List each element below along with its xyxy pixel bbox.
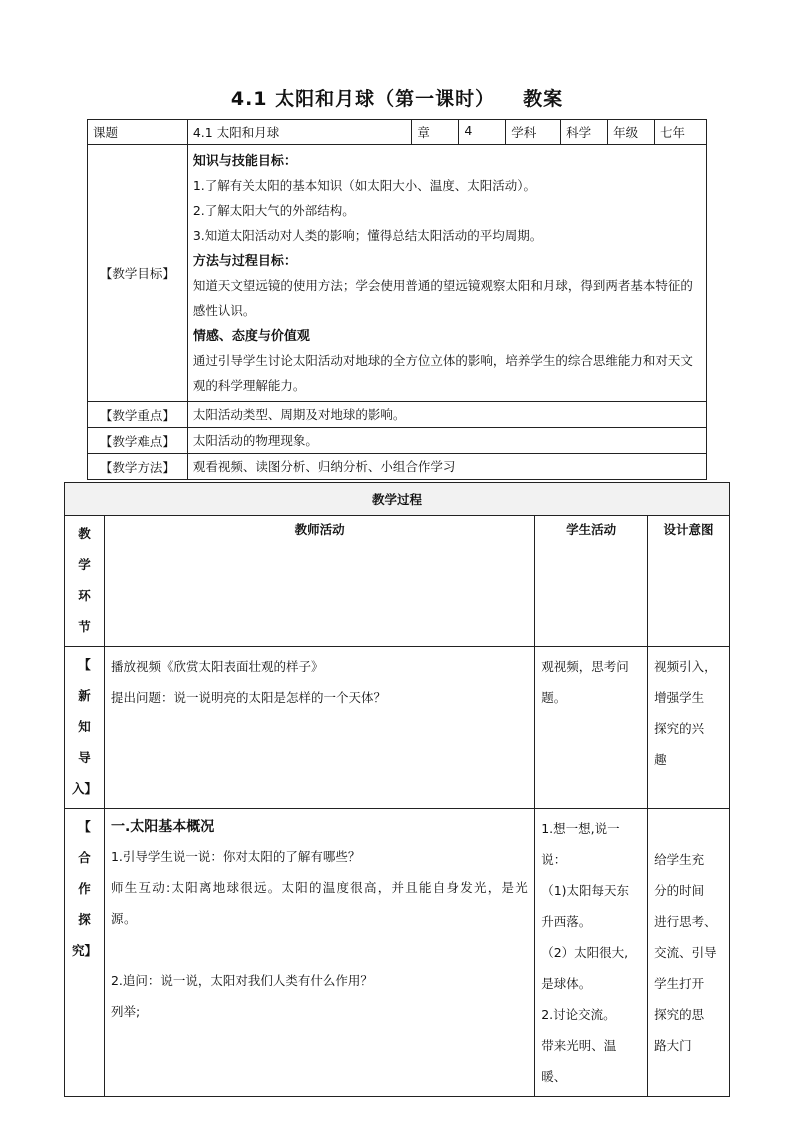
key-point-value: 太阳活动类型、周期及对地球的影响。 bbox=[187, 402, 706, 428]
document-title bbox=[0, 84, 794, 111]
knowledge-item: 1.了解有关太阳的基本知识（如太阳大小、温度、太阳活动）。 bbox=[192, 178, 537, 193]
chapter-label: 章 bbox=[412, 120, 459, 145]
difficulty-label: 【教学难点】 bbox=[88, 428, 188, 454]
topic-label: 课题 bbox=[88, 120, 188, 145]
knowledge-item: 3.知道太阳活动对人类的影响；懂得总结太阳活动的平均周期。 bbox=[192, 228, 543, 243]
method-title: 方法与过程目标： bbox=[192, 254, 297, 269]
student-activity-explore: 1.想一想,说一 说： （1)太阳每天东 升西落。 （2）太阳很大, 是球体。 2.讨论交流。 带来光明、温暖、 bbox=[535, 809, 648, 1097]
stage-explore: 【 合 作 探 究】 bbox=[65, 809, 105, 1097]
design-column-header: 设计意图 bbox=[648, 516, 730, 647]
knowledge-item: 2.了解太阳大气的外部结构。 bbox=[192, 203, 355, 218]
subject-value: 科学 bbox=[561, 120, 608, 145]
teacher-column-header: 教师活动 bbox=[104, 516, 534, 647]
chapter-value: 4 bbox=[459, 120, 506, 145]
knowledge-title: 知识与技能目标： bbox=[192, 154, 297, 169]
subject-label: 学科 bbox=[506, 120, 561, 145]
goals-label: 【教学目标】 bbox=[88, 145, 188, 402]
teaching-method-value: 观看视频、读图分析、归纳分析、小组合作学习 bbox=[187, 454, 706, 480]
title-suffix: 教案 bbox=[523, 88, 564, 110]
teacher-activity-intro: 播放视频《欣赏太阳表面壮观的样子》 提出问题：说一说明亮的太阳是怎样的一个天体？ bbox=[104, 647, 534, 809]
student-column-header: 学生活动 bbox=[535, 516, 648, 647]
grade-value: 七年 bbox=[655, 120, 707, 145]
process-header: 教学过程 bbox=[65, 483, 730, 516]
title-main: 4.1 太阳和月球（第一课时） bbox=[230, 88, 496, 110]
section-title: 一.太阳基本概况 bbox=[110, 819, 215, 835]
goals-content bbox=[187, 145, 706, 402]
stage-column-header: 教 学 环 节 bbox=[65, 516, 105, 647]
key-point-label: 【教学重点】 bbox=[88, 402, 188, 428]
grade-label: 年级 bbox=[608, 120, 655, 145]
topic-value: 4.1 太阳和月球 bbox=[187, 120, 412, 145]
design-intent-explore: 给学生充 分的时间 进行思考、 交流、引导 学生打开 探究的思 路大门 bbox=[648, 809, 730, 1097]
difficulty-value: 太阳活动的物理现象。 bbox=[187, 428, 706, 454]
teaching-process-table bbox=[64, 482, 730, 1097]
teaching-method-label: 【教学方法】 bbox=[88, 454, 188, 480]
emotion-title: 情感、态度与价值观 bbox=[192, 329, 310, 344]
student-activity-intro: 观视频，思考问题。 bbox=[535, 647, 648, 809]
design-intent-intro: 视频引入， 增强学生 探究的兴 趣 bbox=[648, 647, 730, 809]
emotion-text: 通过引导学生讨论太阳活动对地球的全方位立体的影响，培养学生的综合思维能力和对天文观的科学理解能力。 bbox=[192, 353, 693, 393]
stage-intro: 【 新 知 导 入】 bbox=[65, 647, 105, 809]
lesson-info-table bbox=[87, 119, 707, 480]
teacher-activity-explore: 一.太阳基本概况 1.引导学生说一说：你对太阳的了解有哪些？ 师生互动:太阳离地球很远。太阳的温度很高，并且能自身发光，是光源。 2.追问：说一说，太阳对我们人类有什么作用？ 列举; bbox=[104, 809, 534, 1097]
method-text: 知道天文望远镜的使用方法；学会使用普通的望远镜观察太阳和月球，得到两者基本特征的感性认识。 bbox=[192, 278, 693, 318]
